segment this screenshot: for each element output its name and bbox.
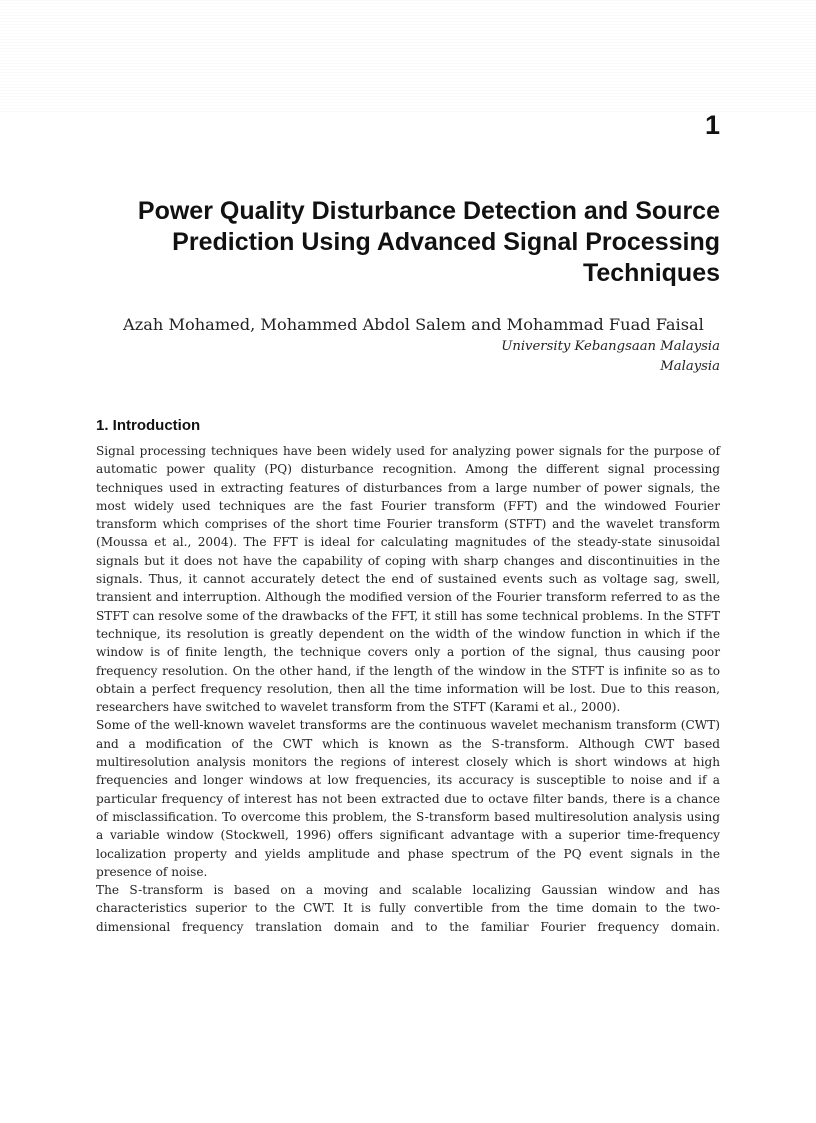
affiliation-country: Malaysia <box>660 359 720 374</box>
chapter-title: Power Quality Disturbance Detection and Source Prediction Using Advanced Signal Processing Techniques <box>137 197 720 287</box>
body-paragraph: The S-transform is based on a moving and scalable localizing Gaussian window and has characteristics superior to the CWT. It is fully convertible from the time domain to the two-dimensional frequency translation domain and to the familiar Fourier frequency domain. <box>96 883 720 934</box>
affiliation-institution: University Kebangsaan Malaysia <box>501 339 720 354</box>
body-paragraph: Some of the well-known wavelet transforms are the continuous wavelet mechanism transform (CWT) and a modification of the CWT which is known as the S-transform. Although CWT based multiresolution analysis monitors the regions of interest closely which is short windows at high frequencies and longer windows at low frequencies, its accuracy is susceptible to noise and if a particular frequency of interest has not been extracted due to octave filter bands, there is a chance of misclassification. To overcome this problem, the S-transform based multiresolution analysis using a variable window (Stockwell, 1996) offers significant advantage with a superior time-frequency localization property and yields amplitude and phase spectrum of the PQ event signals in the presence of noise. <box>96 718 720 879</box>
scan-band <box>0 0 816 112</box>
section-body <box>96 442 720 936</box>
affiliation <box>501 337 720 377</box>
body-paragraph: Signal processing techniques have been widely used for analyzing power signals for the purpose of automatic power quality (PQ) disturbance recognition. Among the different signal processing techniques used in extracting features of disturbances from a large number of power signals, the most widely used techniques are the fast Fourier transform (FFT) and the windowed Fourier transform which comprises of the short time Fourier transform (STFT) and the wavelet transform (Moussa et al., 2004). The FFT is ideal for calculating magnitudes of the steady-state sinusoidal signals but it does not have the capability of coping with sharp changes and discontinuities in the signals. Thus, it cannot accurately detect the end of sustained events such as voltage sag, swell, transient and interruption. Although the modified version of the Fourier transform referred to as the STFT can resolve some of the drawbacks of the FFT, it still has some technical problems. In the STFT technique, its resolution is greatly dependent on the width of the window function in which if the window is of finite length, the technique covers only a portion of the signal, thus causing poor frequency resolution. On the other hand, if the length of the window in the STFT is infinite so as to obtain a perfect frequency resolution, then all the time information will be lost. Due to this reason, researchers have switched to wavelet transform from the STFT (Karami et al., 2000). <box>96 444 720 715</box>
author-list: Azah Mohamed, Mohammed Abdol Salem and Mohammad Fuad Faisal <box>123 315 704 334</box>
section-heading: 1. Introduction <box>96 417 201 434</box>
chapter-number: 1 <box>704 110 720 140</box>
